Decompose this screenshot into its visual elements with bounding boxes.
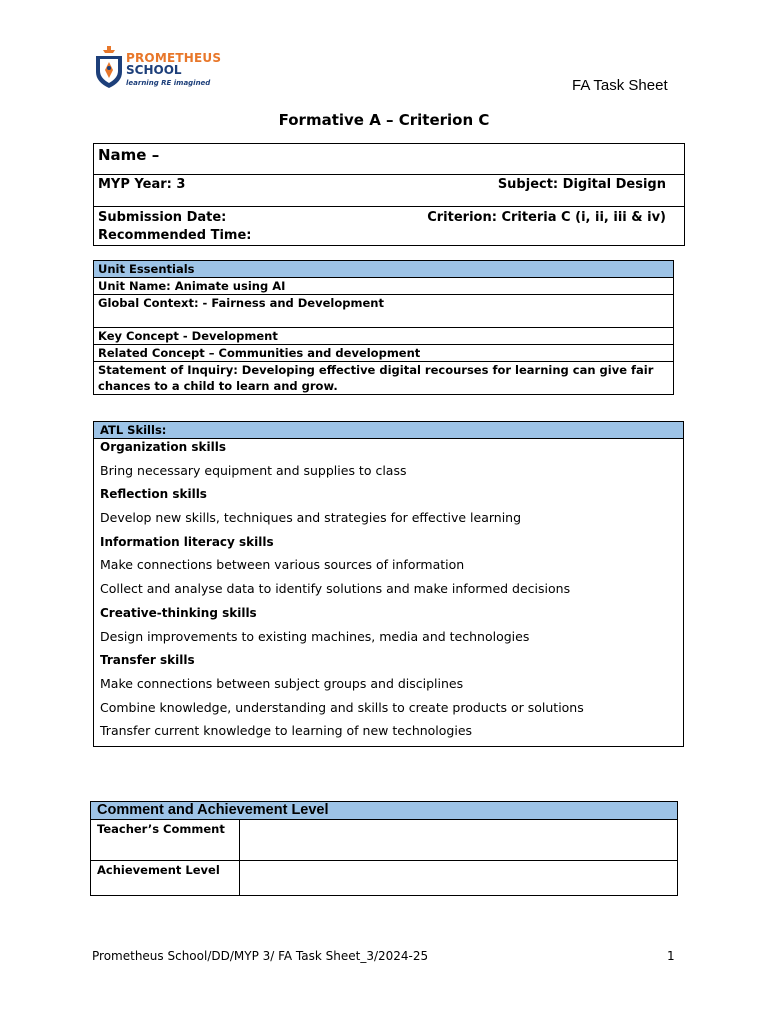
- recommended-time-label: Recommended Time:: [98, 228, 252, 243]
- atl-skill-heading: Creative-thinking skills: [100, 605, 257, 620]
- name-label: Name –: [98, 146, 160, 164]
- related-concept-row: Related Concept – Communities and development: [94, 345, 674, 362]
- footer-text: Prometheus School/DD/MYP 3/ FA Task Sheet_3/2024-25: [92, 949, 429, 963]
- unit-essentials-table: [93, 260, 674, 395]
- key-concept-row: Key Concept - Development: [94, 328, 674, 345]
- page-number: 1: [667, 949, 675, 963]
- atl-skills-list: [94, 439, 683, 747]
- student-info-table: [93, 143, 685, 246]
- logo-tagline: learning RE imagined: [126, 79, 211, 87]
- comment-header: Comment and Achievement Level: [91, 802, 678, 820]
- atl-skill-item: Develop new skills, techniques and strategies for effective learning: [100, 510, 522, 526]
- logo-title: PROMETHEUS: [126, 51, 222, 65]
- school-logo: [93, 44, 223, 90]
- subject-label: Subject: Digital Design: [497, 177, 666, 192]
- submission-date-label: Submission Date:: [98, 210, 227, 225]
- atl-skill-item: Bring necessary equipment and supplies to class: [100, 462, 407, 478]
- document-title: Formative A – Criterion C: [278, 111, 490, 129]
- comment-achievement-table: [90, 801, 678, 896]
- name-field[interactable]: [94, 144, 685, 175]
- atl-skill-item: Make connections between various sources of information: [100, 557, 465, 573]
- statement-of-inquiry-row: Statement of Inquiry: Developing effective digital recourses for learning can give fair chances to a child to learn and grow.: [94, 362, 674, 395]
- atl-skill-item: Combine knowledge, understanding and skills to create products or solutions: [100, 699, 584, 715]
- atl-skill-heading: Information literacy skills: [100, 534, 274, 549]
- header-label: FA Task Sheet: [572, 77, 668, 94]
- submission-row: [94, 207, 685, 246]
- unit-name-row: Unit Name: Animate using AI: [94, 278, 674, 295]
- achievement-level-field[interactable]: [240, 861, 678, 896]
- school-crest-icon: [93, 44, 125, 90]
- achievement-level-label: Achievement Level: [91, 861, 240, 896]
- atl-skill-heading: Organization skills: [100, 440, 226, 454]
- atl-skills-header: ATL Skills:: [94, 422, 683, 439]
- atl-skill-heading: Reflection skills: [100, 487, 207, 502]
- teacher-comment-field[interactable]: [240, 820, 678, 861]
- unit-essentials-header: Unit Essentials: [94, 261, 674, 278]
- global-context-row: Global Context: - Fairness and Development: [94, 295, 674, 328]
- atl-skill-heading: Transfer skills: [100, 653, 195, 668]
- atl-skill-item: Transfer current knowledge to learning of new technologies: [100, 723, 473, 739]
- logo-subtitle: SCHOOL: [126, 63, 182, 77]
- teacher-comment-label: Teacher’s Comment: [91, 820, 240, 861]
- atl-skill-item: Make connections between subject groups and disciplines: [100, 675, 464, 691]
- atl-skill-item: Design improvements to existing machines, media and technologies: [100, 628, 530, 644]
- atl-skill-item: Collect and analyse data to identify solutions and make informed decisions: [100, 581, 571, 597]
- atl-skills-box: [93, 421, 684, 747]
- criterion-label: Criterion: Criteria C (i, ii, iii & iv): [427, 210, 666, 225]
- myp-year-label: MYP Year: 3: [98, 177, 186, 192]
- year-subject-row: [94, 175, 685, 207]
